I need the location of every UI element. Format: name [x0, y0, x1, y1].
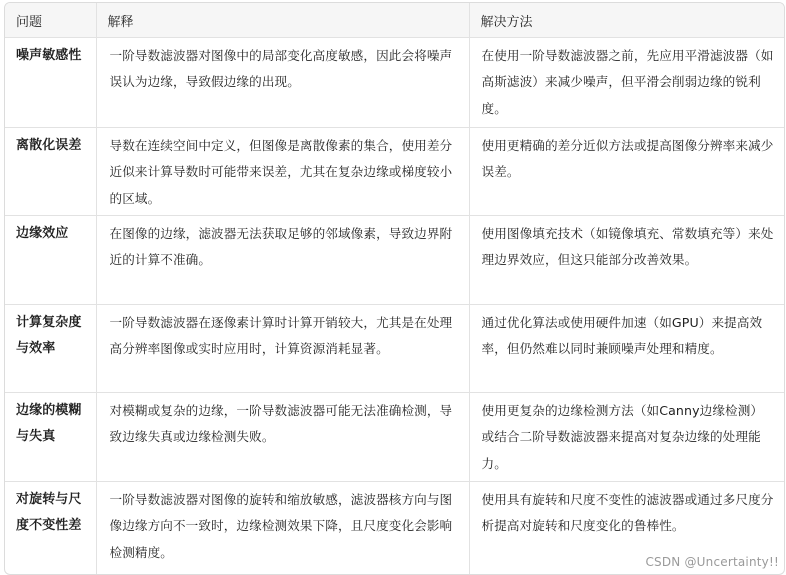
solution-cell: 使用更复杂的边缘检测方法（如Canny边缘检测）或结合二阶导数滤波器来提高对复杂边缘的处理能力。	[469, 392, 784, 481]
csdn-watermark: CSDN @Uncertainty!!	[645, 555, 779, 569]
comparison-table	[5, 3, 784, 574]
table-row	[5, 392, 784, 481]
table-header	[5, 3, 784, 37]
table-row	[5, 127, 784, 215]
explanation-cell: 在图像的边缘，滤波器无法获取足够的邻域像素，导致边界附近的计算不准确。	[96, 215, 469, 304]
header-issue: 问题	[5, 3, 96, 37]
issue-cell: 计算复杂度与效率	[5, 304, 96, 392]
solution-cell: 使用具有旋转和尺度不变性的滤波器或通过多尺度分析提高对旋转和尺度变化的鲁棒性。	[481, 491, 774, 533]
table-row	[5, 304, 784, 392]
explanation-cell: 一阶导数滤波器对图像的旋转和缩放敏感，滤波器核方向与图像边缘方向不一致时，边缘检测效果下降，且尺度变化会影响检测精度。	[96, 481, 469, 574]
comparison-table-container	[4, 2, 785, 575]
table-row	[5, 37, 784, 127]
header-solution: 解决方法	[469, 3, 784, 37]
header-explanation: 解释	[96, 3, 469, 37]
explanation-cell: 导数在连续空间中定义，但图像是离散像素的集合，使用差分近似来计算导数时可能带来误差，尤其在复杂边缘或梯度较小的区域。	[96, 127, 469, 215]
solution-cell: 使用更精确的差分近似方法或提高图像分辨率来减少误差。	[469, 127, 784, 215]
issue-cell: 噪声敏感性	[5, 37, 96, 127]
solution-cell: 在使用一阶导数滤波器之前，先应用平滑滤波器（如高斯滤波）来减少噪声，但平滑会削弱边缘的锐利度。	[469, 37, 784, 127]
issue-cell: 对旋转与尺度不变性差	[5, 481, 96, 574]
explanation-cell: 对模糊或复杂的边缘，一阶导数滤波器可能无法准确检测，导致边缘失真或边缘检测失败。	[96, 392, 469, 481]
solution-cell: 使用图像填充技术（如镜像填充、常数填充等）来处理边界效应，但这只能部分改善效果。	[469, 215, 784, 304]
explanation-cell: 一阶导数滤波器在逐像素计算时计算开销较大，尤其是在处理高分辨率图像或实时应用时，计算资源消耗显著。	[96, 304, 469, 392]
issue-cell: 离散化误差	[5, 127, 96, 215]
header-row	[5, 3, 784, 37]
explanation-cell: 一阶导数滤波器对图像中的局部变化高度敏感，因此会将噪声误认为边缘，导致假边缘的出现。	[96, 37, 469, 127]
issue-cell: 边缘的模糊与失真	[5, 392, 96, 481]
solution-cell: 通过优化算法或使用硬件加速（如GPU）来提高效率，但仍然难以同时兼顾噪声处理和精度。	[469, 304, 784, 392]
issue-cell: 边缘效应	[5, 215, 96, 304]
table-row	[5, 215, 784, 304]
table-body	[5, 37, 784, 574]
